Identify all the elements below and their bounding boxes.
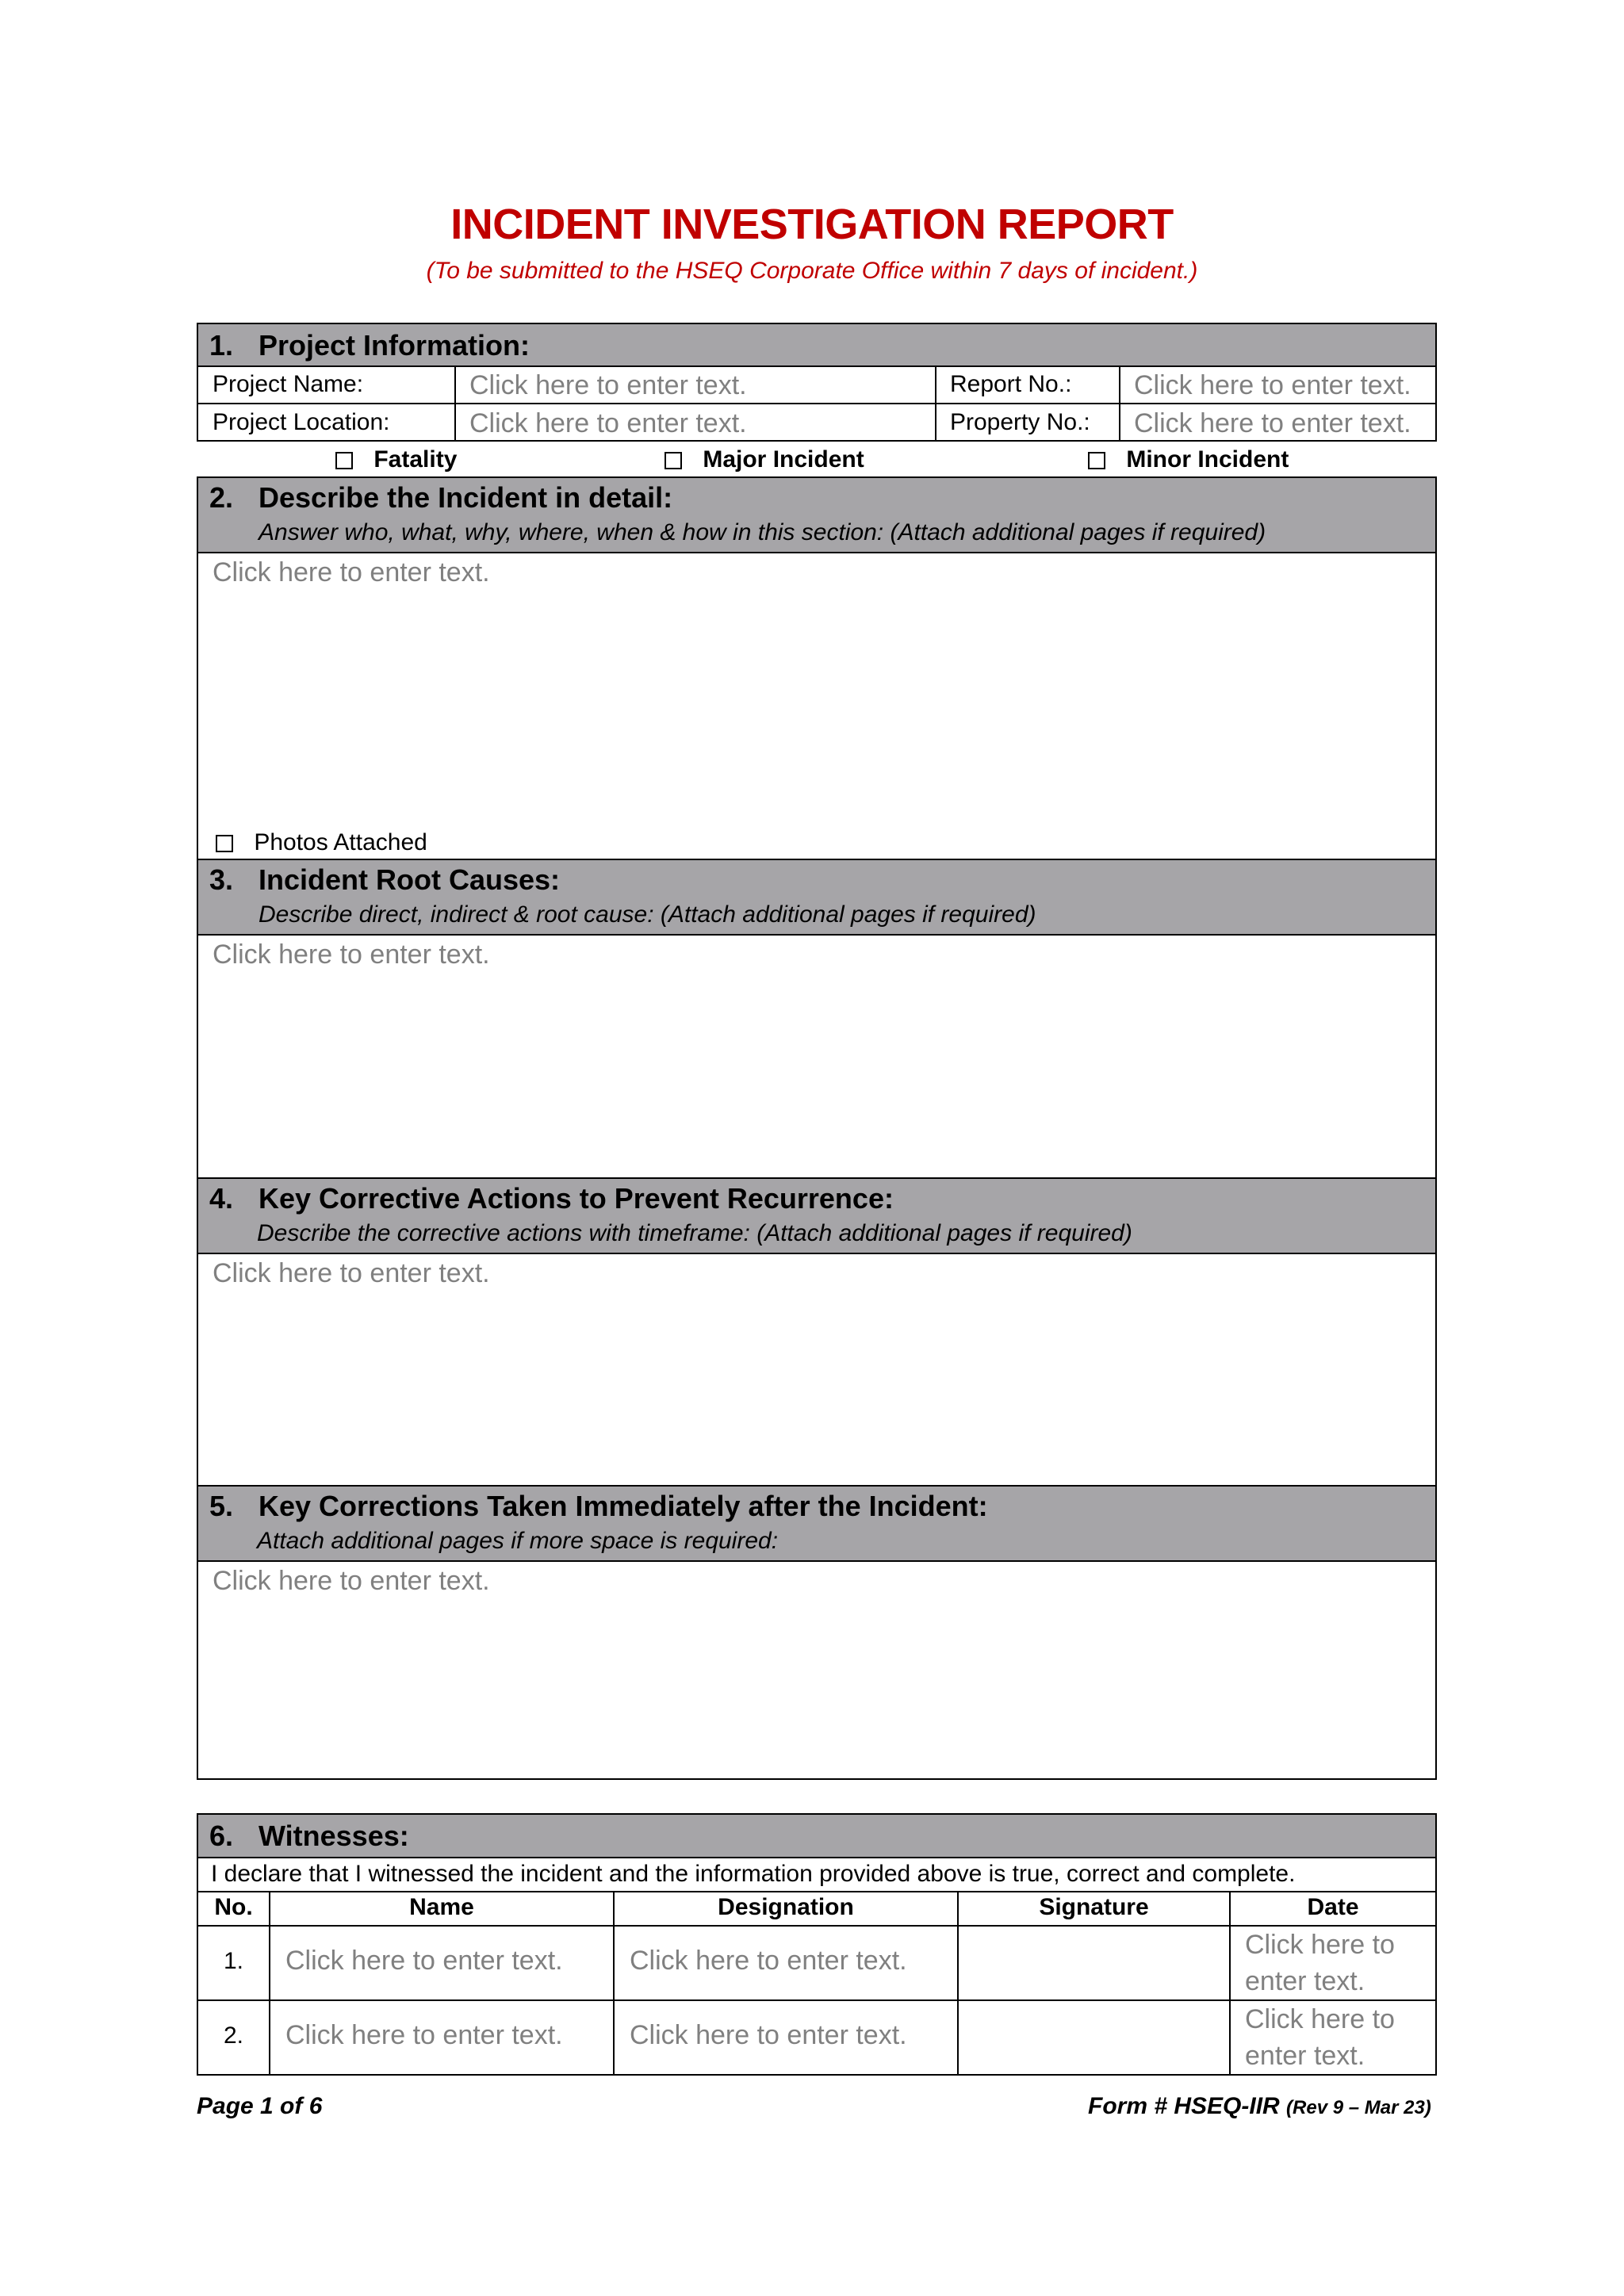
date-placeholder-line: enter text.: [1245, 1966, 1365, 1996]
witness-name-field[interactable]: Click here to enter text.: [285, 1946, 563, 1976]
corrective-actions-field[interactable]: Click here to enter text.: [213, 1258, 490, 1288]
section-title: Project Information:: [259, 329, 530, 362]
report-no-field[interactable]: Click here to enter text.: [1134, 370, 1411, 400]
root-causes-field[interactable]: Click here to enter text.: [213, 939, 490, 970]
form-revision: (Rev 9 – Mar 23): [1286, 2097, 1431, 2118]
section-title: Describe the Incident in detail:: [259, 481, 673, 514]
witness-declaration: I declare that I witnessed the incident and the information provided above is true, correct and complete.: [211, 1861, 1296, 1887]
witness-row-number: 2.: [223, 2022, 244, 2049]
column-header-name: Name: [409, 1894, 474, 1920]
report-no-label: Report No.:: [950, 371, 1072, 397]
project-location-field[interactable]: Click here to enter text.: [469, 408, 747, 438]
column-header-designation: Designation: [718, 1894, 854, 1920]
minor-incident-option[interactable]: [1088, 446, 1289, 473]
major-incident-checkbox[interactable]: [665, 452, 682, 469]
fatality-option[interactable]: [335, 446, 457, 473]
section-title: Key Corrections Taken Immediately after the Incident:: [259, 1490, 988, 1522]
section-corrective-actions: [197, 1177, 1437, 1487]
section-root-causes: [197, 859, 1437, 1179]
report-subtitle: (To be submitted to the HSEQ Corporate Office within 7 days of incident.): [426, 258, 1198, 284]
project-location-label: Project Location:: [213, 409, 390, 435]
project-name-field[interactable]: Click here to enter text.: [469, 370, 747, 400]
witness-name-field[interactable]: Click here to enter text.: [285, 2020, 563, 2050]
project-name-label: Project Name:: [213, 371, 364, 397]
witness-designation-field[interactable]: Click here to enter text.: [630, 1946, 907, 1976]
witness-signature-field[interactable]: [959, 1927, 1229, 1999]
witness-designation-field[interactable]: Click here to enter text.: [630, 2020, 907, 2050]
section-project-information: [197, 323, 1437, 442]
major-incident-option[interactable]: [665, 446, 864, 473]
section-number: 4.: [209, 1182, 234, 1215]
property-no-field[interactable]: Click here to enter text.: [1134, 408, 1411, 438]
fatality-checkbox[interactable]: [335, 452, 353, 469]
section-number: 2.: [209, 481, 234, 514]
section-subtitle: Describe direct, indirect & root cause: (Attach additional pages if required): [259, 901, 1036, 928]
date-placeholder-line: Click here to: [1245, 1930, 1395, 1960]
witness-date-field[interactable]: [1245, 1927, 1395, 1999]
section-title: Key Corrective Actions to Prevent Recurrence:: [259, 1182, 894, 1215]
minor-incident-checkbox[interactable]: [1088, 452, 1105, 469]
column-header-no: No.: [214, 1894, 253, 1920]
witness-row-number: 1.: [223, 1948, 244, 1974]
section-header: [198, 1179, 1435, 1254]
page-number: Page 1 of 6: [197, 2093, 323, 2119]
section-number: 1.: [209, 329, 234, 362]
section-subtitle: Describe the corrective actions with timeframe: (Attach additional pages if required): [257, 1220, 1132, 1246]
photos-attached-checkbox[interactable]: [216, 835, 233, 852]
section-number: 6.: [209, 1820, 234, 1852]
section-title: Witnesses:: [259, 1820, 409, 1852]
property-no-label: Property No.:: [950, 409, 1090, 435]
form-number: [1088, 2093, 1431, 2120]
form-id: Form # HSEQ-IIR: [1088, 2093, 1280, 2119]
incident-description-field[interactable]: Click here to enter text.: [213, 557, 490, 587]
fatality-label: Fatality: [373, 446, 458, 473]
section-subtitle: Answer who, what, why, where, when & how in this section: (Attach additional pages if required): [259, 519, 1266, 545]
section-title: Incident Root Causes:: [259, 863, 561, 896]
section-number: 5.: [209, 1490, 234, 1522]
section-witnesses: [197, 1813, 1437, 2076]
section-incident-description: [197, 476, 1437, 860]
column-header-date: Date: [1307, 1894, 1359, 1920]
photos-attached-option[interactable]: [216, 829, 427, 856]
report-title: INCIDENT INVESTIGATION REPORT: [450, 201, 1174, 248]
section-header: [198, 478, 1435, 553]
section-immediate-corrections: [197, 1485, 1437, 1780]
column-header-signature: Signature: [1039, 1894, 1149, 1920]
section-number: 3.: [209, 863, 234, 896]
section-header: [198, 1815, 1435, 1858]
date-placeholder-line: enter text.: [1245, 2041, 1365, 2071]
date-placeholder-line: Click here to: [1245, 2004, 1395, 2034]
section-header: [198, 1487, 1435, 1562]
section-subtitle: Attach additional pages if more space is required:: [257, 1528, 779, 1554]
major-incident-label: Major Incident: [703, 446, 864, 473]
minor-incident-label: Minor Incident: [1126, 446, 1289, 473]
section-header: [198, 324, 1435, 367]
section-header: [198, 860, 1435, 936]
immediate-corrections-field[interactable]: Click here to enter text.: [213, 1566, 490, 1596]
witness-date-field[interactable]: [1245, 2001, 1395, 2074]
witness-signature-field[interactable]: [959, 2001, 1229, 2074]
photos-attached-label: Photos Attached: [254, 829, 427, 855]
